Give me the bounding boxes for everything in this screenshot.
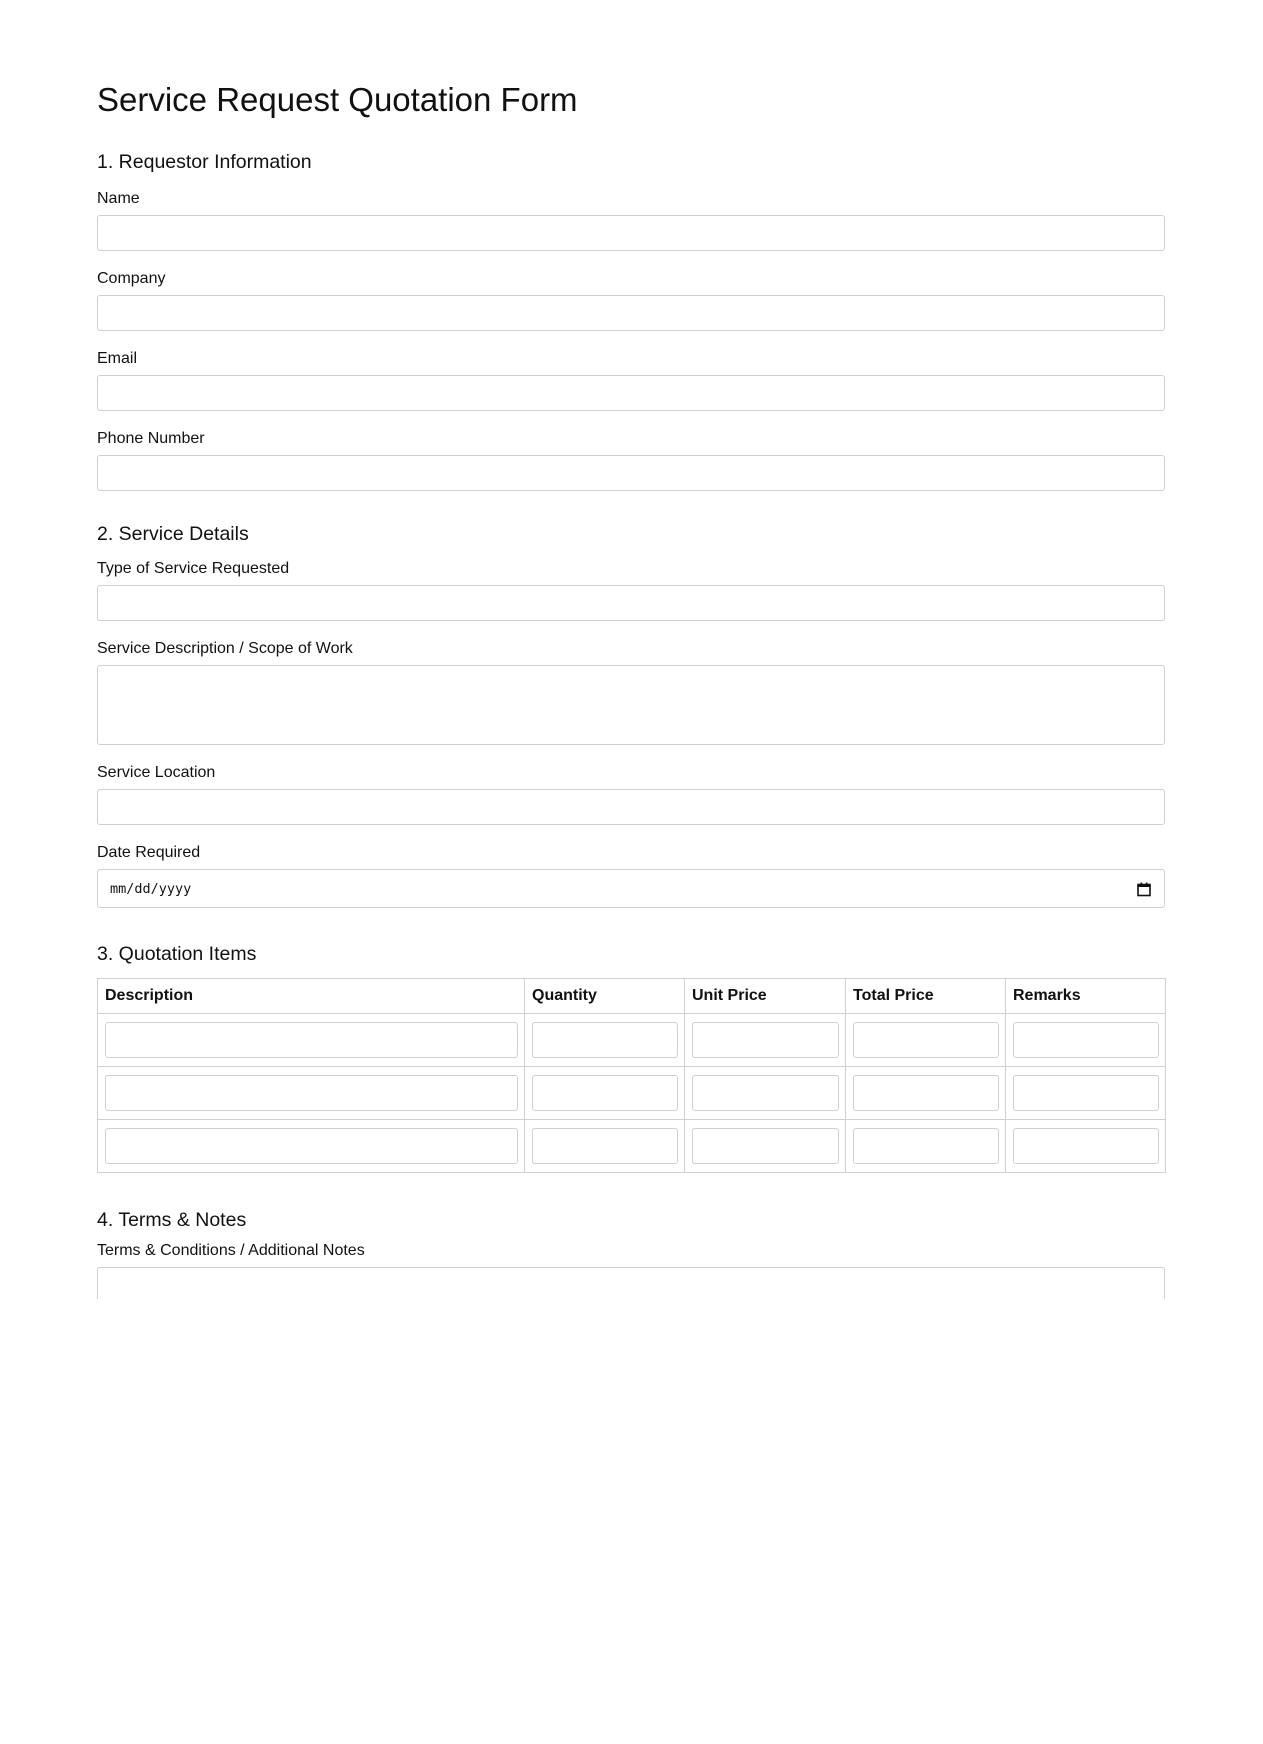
item-description-input[interactable] <box>105 1128 518 1164</box>
phone-input[interactable] <box>97 455 1165 491</box>
item-quantity-input[interactable] <box>532 1022 678 1058</box>
table-cell <box>1006 1014 1166 1067</box>
date-placeholder: mm/dd/yyyy <box>110 880 192 897</box>
item-unit-price-input[interactable] <box>692 1022 839 1058</box>
item-total-price-input[interactable] <box>853 1022 999 1058</box>
company-input[interactable] <box>97 295 1165 331</box>
table-cell <box>1006 1067 1166 1120</box>
calendar-icon[interactable] <box>1136 881 1152 897</box>
phone-label: Phone Number <box>97 430 205 447</box>
table-row <box>98 1120 1166 1173</box>
item-description-input[interactable] <box>105 1022 518 1058</box>
column-header-quantity: Quantity <box>525 979 685 1014</box>
section-heading-service: 2. Service Details <box>97 523 249 545</box>
table-cell <box>525 1067 685 1120</box>
section-heading-requestor: 1. Requestor Information <box>97 151 312 173</box>
terms-notes-label: Terms & Conditions / Additional Notes <box>97 1242 365 1259</box>
service-type-label: Type of Service Requested <box>97 560 290 577</box>
column-header-description: Description <box>98 979 525 1014</box>
column-header-unit-price: Unit Price <box>685 979 846 1014</box>
column-header-total-price: Total Price <box>846 979 1006 1014</box>
item-quantity-input[interactable] <box>532 1128 678 1164</box>
table-cell <box>525 1014 685 1067</box>
section-heading-terms: 4. Terms & Notes <box>97 1209 247 1231</box>
item-description-input[interactable] <box>105 1075 518 1111</box>
company-label: Company <box>97 270 166 287</box>
page-title: Service Request Quotation Form <box>97 81 578 118</box>
service-location-input[interactable] <box>97 789 1165 825</box>
item-quantity-input[interactable] <box>532 1075 678 1111</box>
name-label: Name <box>97 190 140 207</box>
table-cell <box>846 1067 1006 1120</box>
table-row <box>98 1014 1166 1067</box>
item-unit-price-input[interactable] <box>692 1128 839 1164</box>
table-header-row <box>98 979 1166 1014</box>
table-cell <box>525 1120 685 1173</box>
item-remarks-input[interactable] <box>1013 1022 1159 1058</box>
table-cell <box>98 1067 525 1120</box>
item-total-price-input[interactable] <box>853 1075 999 1111</box>
quotation-items-table <box>97 978 1166 1173</box>
item-total-price-input[interactable] <box>853 1128 999 1164</box>
section-heading-quotation: 3. Quotation Items <box>97 943 257 965</box>
service-description-textarea[interactable] <box>97 665 1165 745</box>
table-cell <box>685 1067 846 1120</box>
table-row <box>98 1067 1166 1120</box>
terms-notes-textarea[interactable] <box>97 1267 1165 1299</box>
item-remarks-input[interactable] <box>1013 1128 1159 1164</box>
date-required-input[interactable] <box>97 869 1165 908</box>
table-cell <box>98 1014 525 1067</box>
service-type-input[interactable] <box>97 585 1165 621</box>
table-cell <box>846 1014 1006 1067</box>
email-input[interactable] <box>97 375 1165 411</box>
table-cell <box>685 1014 846 1067</box>
table-cell <box>846 1120 1006 1173</box>
date-required-label: Date Required <box>97 844 201 861</box>
table-cell <box>1006 1120 1166 1173</box>
email-label: Email <box>97 350 138 367</box>
item-remarks-input[interactable] <box>1013 1075 1159 1111</box>
column-header-remarks: Remarks <box>1006 979 1166 1014</box>
table-cell <box>685 1120 846 1173</box>
table-cell <box>98 1120 525 1173</box>
service-description-label: Service Description / Scope of Work <box>97 640 353 657</box>
service-location-label: Service Location <box>97 764 216 781</box>
item-unit-price-input[interactable] <box>692 1075 839 1111</box>
name-input[interactable] <box>97 215 1165 251</box>
